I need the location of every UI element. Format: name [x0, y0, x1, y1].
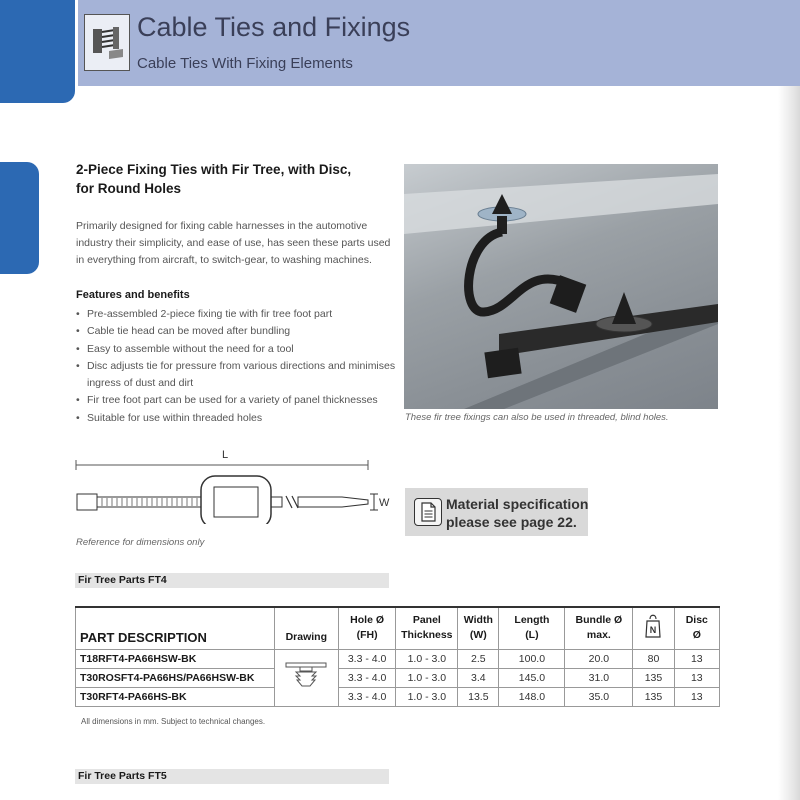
cell-part-description: T30ROSFT4-PA66HS/PA66HSW-BK	[76, 668, 275, 687]
cell-hole: 3.3 - 4.0	[338, 687, 396, 706]
cell-length: 148.0	[499, 687, 565, 706]
cell-disc: 13	[674, 668, 719, 687]
cell-hole: 3.3 - 4.0	[338, 649, 396, 668]
cell-disc: 13	[674, 687, 719, 706]
chapter-tab-side	[0, 162, 39, 274]
subsection-title-ft5: Fir Tree Parts FT5	[75, 769, 389, 784]
header-bundle-line-2: max.	[586, 629, 611, 642]
ft4-parts-table	[75, 606, 720, 707]
section-title-line-1: 2-Piece Fixing Ties with Fir Tree, with Disc,	[76, 162, 352, 177]
cell-width: 13.5	[458, 687, 499, 706]
cell-disc: 13	[674, 649, 719, 668]
header-width	[458, 607, 499, 649]
cell-panel: 1.0 - 3.0	[396, 649, 458, 668]
table-header-row	[76, 607, 720, 649]
fir-tree-part-drawing	[282, 658, 330, 694]
header-disc-line-2: Ø	[692, 629, 701, 642]
header-drawing-label: Drawing	[285, 630, 327, 643]
header-disc-line-1: Disc	[685, 614, 708, 627]
dimension-label-width: W	[379, 497, 390, 509]
cell-width: 3.4	[458, 668, 499, 687]
intro-paragraph: Primarily designed for fixing cable harnesses in the automotive industry their simplicity, and ease of use, has seen these parts used in everything from aircraft, to switch-gear, to washing machines.	[76, 220, 391, 266]
header-part-description: PART DESCRIPTION	[76, 607, 275, 649]
header-drawing	[274, 607, 338, 649]
header-hole	[338, 607, 396, 649]
diagram-caption: Reference for dimensions only	[76, 537, 205, 548]
feature-item: • Suitable for use within threaded holes	[76, 410, 396, 427]
cell-panel: 1.0 - 3.0	[396, 687, 458, 706]
feature-item: • Fir tree foot part can be used for a variety of panel thicknesses	[76, 392, 396, 409]
chapter-tab-top	[0, 0, 75, 103]
screw-fixing-icon	[84, 14, 130, 71]
cable-tie-diagram	[72, 444, 402, 529]
page-title: Cable Ties and Fixings	[137, 12, 411, 42]
cell-drawing	[274, 649, 338, 706]
features-heading: Features and benefits	[76, 289, 190, 301]
table-row	[76, 649, 720, 668]
cell-part-description: T30RFT4-PA66HS-BK	[76, 687, 275, 706]
photo-caption: These fir tree fixings can also be used in threaded, blind holes.	[405, 412, 669, 423]
table-row	[76, 687, 720, 706]
tensile-force-N-icon	[644, 613, 662, 639]
header-tensile-force	[633, 607, 674, 649]
section-title-line-2: for Round Holes	[76, 181, 181, 196]
feature-item: • Pre-assembled 2-piece fixing tie with fir tree foot part	[76, 306, 396, 323]
header-length	[499, 607, 565, 649]
header-disc	[674, 607, 719, 649]
header-panel-line-1: Panel	[412, 614, 441, 627]
product-photo	[404, 164, 718, 409]
cell-hole: 3.3 - 4.0	[338, 668, 396, 687]
header-bundle	[565, 607, 633, 649]
header-hole-line-2: (FH)	[356, 629, 378, 642]
header-width-line-2: (W)	[469, 629, 487, 642]
page-edge-shadow	[778, 0, 800, 800]
cell-force: 80	[633, 649, 674, 668]
force-symbol: N	[650, 624, 657, 635]
cell-part-description: T18RFT4-PA66HSW-BK	[76, 649, 275, 668]
header-hole-line-1: Hole Ø	[350, 614, 384, 627]
feature-item: • Disc adjusts tie for pressure from various directions and minimises ingress of dust and dirt	[76, 358, 396, 393]
material-spec-line-2: please see page 22.	[446, 514, 577, 530]
cell-panel: 1.0 - 3.0	[396, 668, 458, 687]
cell-width: 2.5	[458, 649, 499, 668]
header-bundle-line-1: Bundle Ø	[575, 614, 623, 627]
feature-item: • Easy to assemble without the need for a tool	[76, 341, 396, 358]
features-list	[76, 306, 396, 427]
cell-bundle: 31.0	[565, 668, 633, 687]
section-title	[76, 160, 376, 198]
header-panel-thickness	[396, 607, 458, 649]
cell-length: 145.0	[499, 668, 565, 687]
material-spec-callout	[405, 488, 588, 536]
table-row	[76, 668, 720, 687]
material-spec-text	[446, 495, 588, 531]
cell-force: 135	[633, 687, 674, 706]
material-spec-line-1: Material specification	[446, 496, 589, 512]
header-length-line-2: (L)	[525, 629, 539, 642]
feature-item: • Cable tie head can be moved after bundling	[76, 323, 396, 340]
header-panel-line-2: Thickness	[401, 629, 453, 642]
header-length-line-1: Length	[514, 614, 550, 627]
table-footnote: All dimensions in mm. Subject to technical changes.	[81, 717, 266, 726]
page-subtitle: Cable Ties With Fixing Elements	[137, 55, 353, 72]
header-width-line-1: Width	[463, 614, 493, 627]
cell-bundle: 35.0	[565, 687, 633, 706]
document-icon	[414, 498, 442, 526]
dimension-label-length: L	[222, 449, 229, 461]
subsection-title-ft4: Fir Tree Parts FT4	[75, 573, 389, 588]
cell-force: 135	[633, 668, 674, 687]
cell-length: 100.0	[499, 649, 565, 668]
cell-bundle: 20.0	[565, 649, 633, 668]
